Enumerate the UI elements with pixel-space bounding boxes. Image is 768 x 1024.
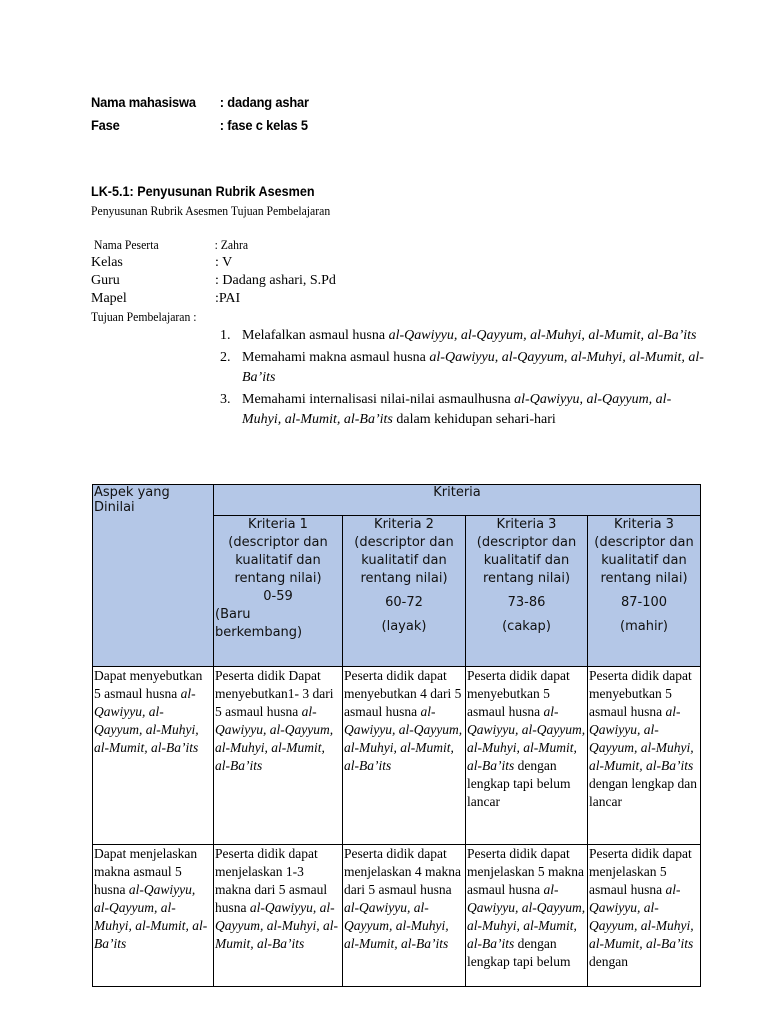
table-row <box>93 667 701 845</box>
guru-line <box>91 273 336 289</box>
mapel-label: Mapel <box>91 291 127 306</box>
cell-text-post: dengan <box>589 954 628 969</box>
goal-names: al-Qawiyyu, al-Qayyum, al-Muhyi, al-Mumit, al-Ba’its <box>388 328 697 343</box>
cell-names: al-Qawiyyu, al-Qayyum, al-Muhyi, al-Mumit, al-Ba’its <box>215 900 338 951</box>
guru-value: : Dadang ashari, S.Pd <box>215 273 336 288</box>
cell-text: Peserta didik dapat menjelaskan 1-3 makna dari 5 asmaul husna <box>215 846 328 915</box>
assignment-title: LK-5.1: Penyusunan Rubrik Asesmen <box>91 183 315 199</box>
learning-goals-list <box>220 326 705 431</box>
cell-text: Peserta didik dapat menyebutkan 5 asmaul husna <box>467 668 570 719</box>
criteria-cell <box>214 845 343 987</box>
criteria-header-1 <box>214 516 343 667</box>
criteria-cell <box>588 667 701 845</box>
phase-line <box>91 117 308 133</box>
mapel-value: :PAI <box>215 291 241 306</box>
criteria-header-3 <box>466 516 588 667</box>
goal-text: Memahami makna asmaul husna <box>242 349 430 365</box>
goal-text: Memahami internalisasi nilai-nilai asmaulhusna <box>242 391 515 407</box>
cell-text: Peserta didik dapat menjelaskan 5 makna asmaul husna <box>467 846 584 897</box>
cell-names: al-Qawiyyu, al-Qayyum, al-Muhyi, al-Mumit, al-Ba’its <box>344 900 449 951</box>
kelas-value: : V <box>215 255 233 270</box>
cell-names: al-Qawiyyu, al-Qayyum, al-Muhyi, al-Mumit, al-Ba’its <box>589 882 694 951</box>
criteria-level: (mahir) <box>620 619 668 634</box>
student-name-label: Nama mahasiswa <box>91 94 196 110</box>
criteria-title: Kriteria 3 <box>614 517 674 532</box>
criteria-desc: (descriptor dan kualitatif dan rentang nilai) <box>476 535 577 586</box>
cell-names: al-Qawiyyu, al-Qayyum, al-Muhyi, al-Mumit, al-Ba’its <box>344 704 463 773</box>
criteria-level: (layak) <box>381 619 427 634</box>
cell-text-post: dengan lengkap tapi belum lancar <box>467 758 571 809</box>
cell-text: Peserta didik dapat menjelaskan 4 makna dari 5 asmaul husna <box>344 846 461 897</box>
criteria-level: (Baru berkembang) <box>215 607 303 640</box>
criteria-title: Kriteria 2 <box>374 517 434 532</box>
rubric-table <box>92 484 701 987</box>
criteria-cell <box>343 845 466 987</box>
peserta-value: : Zahra <box>214 237 249 252</box>
cell-names: al-Qawiyyu, al-Qayyum, al-Muhyi, al-Mumit, al-Ba’its <box>467 704 586 773</box>
criteria-range: 0-59 <box>263 589 293 604</box>
criteria-header-2 <box>343 516 466 667</box>
aspek-cell <box>93 845 214 987</box>
cell-names: al-Qawiyyu, al-Qayyum, al-Muhyi, al-Mumit, al-Ba’its <box>467 882 586 951</box>
cell-text: Peserta didik dapat menyebutkan 5 asmaul husna <box>589 668 692 719</box>
phase-value: : fase c kelas 5 <box>219 117 308 133</box>
table-row <box>93 845 701 987</box>
cell-text: Peserta didik dapat menjelaskan 5 asmaul husna <box>589 846 692 897</box>
criteria-cell <box>466 845 588 987</box>
criteria-cell <box>466 667 588 845</box>
goal-number: 3. <box>220 391 231 407</box>
criteria-cell <box>588 845 701 987</box>
guru-label: Guru <box>91 273 120 288</box>
aspek-header: Aspek yang Dinilai <box>93 485 214 667</box>
criteria-cell <box>343 667 466 845</box>
assignment-subtitle: Penyusunan Rubrik Asesmen Tujuan Pembelajaran <box>91 203 331 218</box>
criteria-title: Kriteria 3 <box>496 517 557 532</box>
criteria-range: 60-72 <box>385 595 423 610</box>
mapel-line <box>91 291 241 307</box>
kriteria-header: Kriteria <box>214 485 701 516</box>
criteria-desc: (descriptor dan kualitatif dan rentang nilai) <box>354 535 454 586</box>
cell-text: Peserta didik dapat menyebutkan 4 dari 5 asmaul husna <box>344 668 462 719</box>
criteria-range: 73-86 <box>507 595 546 610</box>
cell-text: Dapat menyebutkan 5 asmaul husna <box>94 668 203 701</box>
goal-names: al-Qawiyyu, al-Qayyum, al-Muhyi, al-Mumit, al-Ba’its <box>242 391 672 427</box>
peserta-label: Nama Peserta <box>94 237 159 252</box>
cell-text: Dapat menjelaskan makna asmaul 5 husna <box>94 846 198 897</box>
goal-item <box>220 390 705 431</box>
criteria-header-4 <box>588 516 701 667</box>
student-name-value: : dadang ashar <box>219 94 309 110</box>
criteria-cell <box>214 667 343 845</box>
kelas-label: Kelas <box>91 255 123 270</box>
goal-item <box>220 326 705 347</box>
criteria-desc: (descriptor dan kualitatif dan rentang nilai) <box>594 535 694 586</box>
goal-number: 2. <box>220 349 231 365</box>
goal-text: Melafalkan asmaul husna <box>242 328 389 343</box>
cell-text: Peserta didik Dapat menyebutkan1- 3 dari 5 asmaul husna <box>215 668 334 719</box>
peserta-line <box>94 237 249 253</box>
goal-number: 1. <box>220 328 231 343</box>
cell-names: al-Qawiyyu, al-Qayyum, al-Muhyi, al-Mumit, al-Ba’its <box>589 704 694 773</box>
aspek-cell <box>93 667 214 845</box>
cell-names: al-Qawiyyu, al-Qayyum, al-Muhyi, al-Mumit, al-Ba’its <box>94 686 199 755</box>
goal-text-post: dalam kehidupan sehari-hari <box>392 412 556 427</box>
goal-item <box>220 348 705 389</box>
cell-names: al-Qawiyyu, al-Qayyum, al-Muhyi, al-Mumit, al-Ba’its <box>94 882 208 951</box>
student-name-line <box>91 94 309 110</box>
criteria-title: Kriteria 1 <box>248 517 308 532</box>
criteria-desc: (descriptor dan kualitatif dan rentang nilai) <box>228 535 328 586</box>
tujuan-label: Tujuan Pembelajaran : <box>91 309 197 324</box>
tujuan-line <box>91 309 197 325</box>
criteria-range: 87-100 <box>620 595 668 610</box>
goal-names: al-Qawiyyu, al-Qayyum, al-Muhyi, al-Mumit, al-Ba’its <box>242 349 704 385</box>
kelas-line <box>91 255 233 271</box>
cell-names: al-Qawiyyu, al-Qayyum, al-Muhyi, al-Mumit, al-Ba’its <box>215 704 334 773</box>
criteria-level: (cakap) <box>502 619 551 634</box>
cell-text-post: dengan lengkap tapi belum <box>467 936 571 969</box>
phase-label: Fase <box>91 117 120 133</box>
cell-text-post: dengan lengkap dan lancar <box>589 776 697 809</box>
